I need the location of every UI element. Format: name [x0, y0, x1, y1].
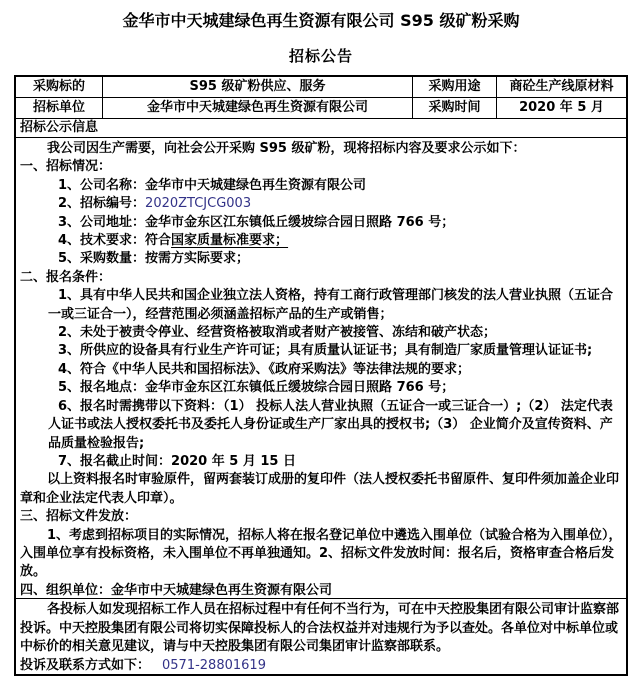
procurement-time-value: 2020 年 5 月	[519, 100, 604, 115]
notice-body	[16, 138, 626, 599]
announcement-info-header: 招标公示信息	[16, 119, 626, 138]
registration-deadline-item: 7、报名截止时间：2020 年 5 月 15 日	[58, 453, 296, 469]
procurement-subject-label: 采购标的	[16, 77, 103, 97]
complaint-section	[16, 599, 626, 674]
technical-requirement-item	[20, 232, 622, 250]
summary-row-1	[16, 77, 626, 98]
registration-place-item: 5、报名地点：金华市金东区江东镇低丘缓坡综合园日照路 766 号；	[58, 380, 455, 396]
materials-note-paragraph: 以上资料报名时审验原件，留两套装订成册的复印件（法人授权委托书留原件、复印件须加盖企业印章和企业法定代表人印章）。	[20, 472, 620, 506]
qualification-item-3: 3、所供应的设备具有行业生产许可证；具有质量认证证书；具有制造厂家质量管理认证证书;	[58, 343, 593, 359]
complaint-phone-number: 0571-28801619	[162, 657, 266, 673]
complaint-paragraph: 各投标人如发现招标工作人员在招标过程中有任何不当行为，可在中天控股集团有限公司审计监察部投诉。中天控股集团有限公司将切实保障投标人的合法权益并对违规行为予以查处。各单位对中标单位或中标价的相关意见建议，请与中天控股集团有限公司集团审计监察部联系。	[20, 602, 620, 654]
procurement-time-label: 采购时间	[413, 98, 497, 118]
complaint-contact-label: 投诉及联系方式如下：	[20, 657, 151, 673]
announcement-table	[14, 75, 628, 676]
procurement-subject-value: S95 级矿粉供应、服务	[103, 77, 413, 97]
complaint-contact-line	[20, 657, 622, 675]
technical-requirement-prefix: 4、技术要求：符合	[58, 233, 172, 249]
document-distribution-paragraph: 1、考虑到招标项目的实际情况，招标人将在报名登记单位中遴选入围单位（试验合格为入围单位），入围单位享有投标资格，未入围单位不再单独通知。2、招标文件发放时间：报名后，资格审查合格后发放。	[20, 527, 622, 580]
intro-paragraph: 我公司因生产需要，向社会公开采购 S95 级矿粉，现将招标内容及要求公示如下：	[47, 141, 526, 156]
company-address-item: 3、公司地址：金华市金东区江东镇低丘缓坡综合园日照路 766 号；	[58, 214, 455, 230]
quantity-item: 5、采购数量：按需方实际要求；	[58, 251, 250, 267]
required-materials-item: 6、报名时需携带以下资料：（1） 投标人法人营业执照（五证合一或三证合一）;（2） 法定代表人证书或法人授权委托书及委托人身份证或生产厂家出具的授权书;（3） 企业简介及宣传资料、产品质量检验报告;	[48, 398, 613, 451]
section-4-heading: 四、组织单位：金华市中天城建绿色再生资源有限公司	[20, 582, 333, 598]
section-1-heading: 一、招标情况：	[20, 159, 112, 175]
bidding-unit-value: 金华市中天城建绿色再生资源有限公司	[103, 98, 413, 118]
document-title: 金华市中天城建绿色再生资源有限公司 S95 级矿粉采购	[122, 11, 520, 30]
qualification-item-4: 4、符合《中华人民共和国招标法》、《政府采购法》等法律法规的要求；	[58, 361, 471, 377]
section-2-heading: 二、报名条件：	[20, 269, 112, 285]
qualification-item-1: 1、具有中华人民共和国企业独立法人资格，持有工商行政管理部门核发的法人营业执照（五证合一或三证合一），经营范围必须涵盖招标产品的生产或销售；	[48, 288, 614, 322]
bid-number-code: 2020ZTCJCG003	[145, 196, 252, 212]
summary-row-2	[16, 98, 626, 119]
qualification-item-2: 2、未处于被责令停业、经营资格被取消或者财产被接管、冻结和破产状态；	[58, 325, 497, 341]
company-name-item: 1、公司名称：金华市中天城建绿色再生资源有限公司	[58, 177, 367, 193]
bid-number-label: 2、招标编号：	[58, 196, 146, 212]
technical-requirement-underlined: 国家质量标准要求；	[171, 233, 289, 249]
section-3-heading: 三、招标文件发放：	[20, 509, 138, 525]
document-subtitle: 招标公告	[288, 47, 353, 65]
procurement-use-label: 采购用途	[413, 77, 497, 97]
procurement-use-value: 商砼生产线原材料	[509, 79, 614, 94]
bidding-unit-label: 招标单位	[16, 98, 103, 118]
bid-number-item	[20, 195, 622, 213]
